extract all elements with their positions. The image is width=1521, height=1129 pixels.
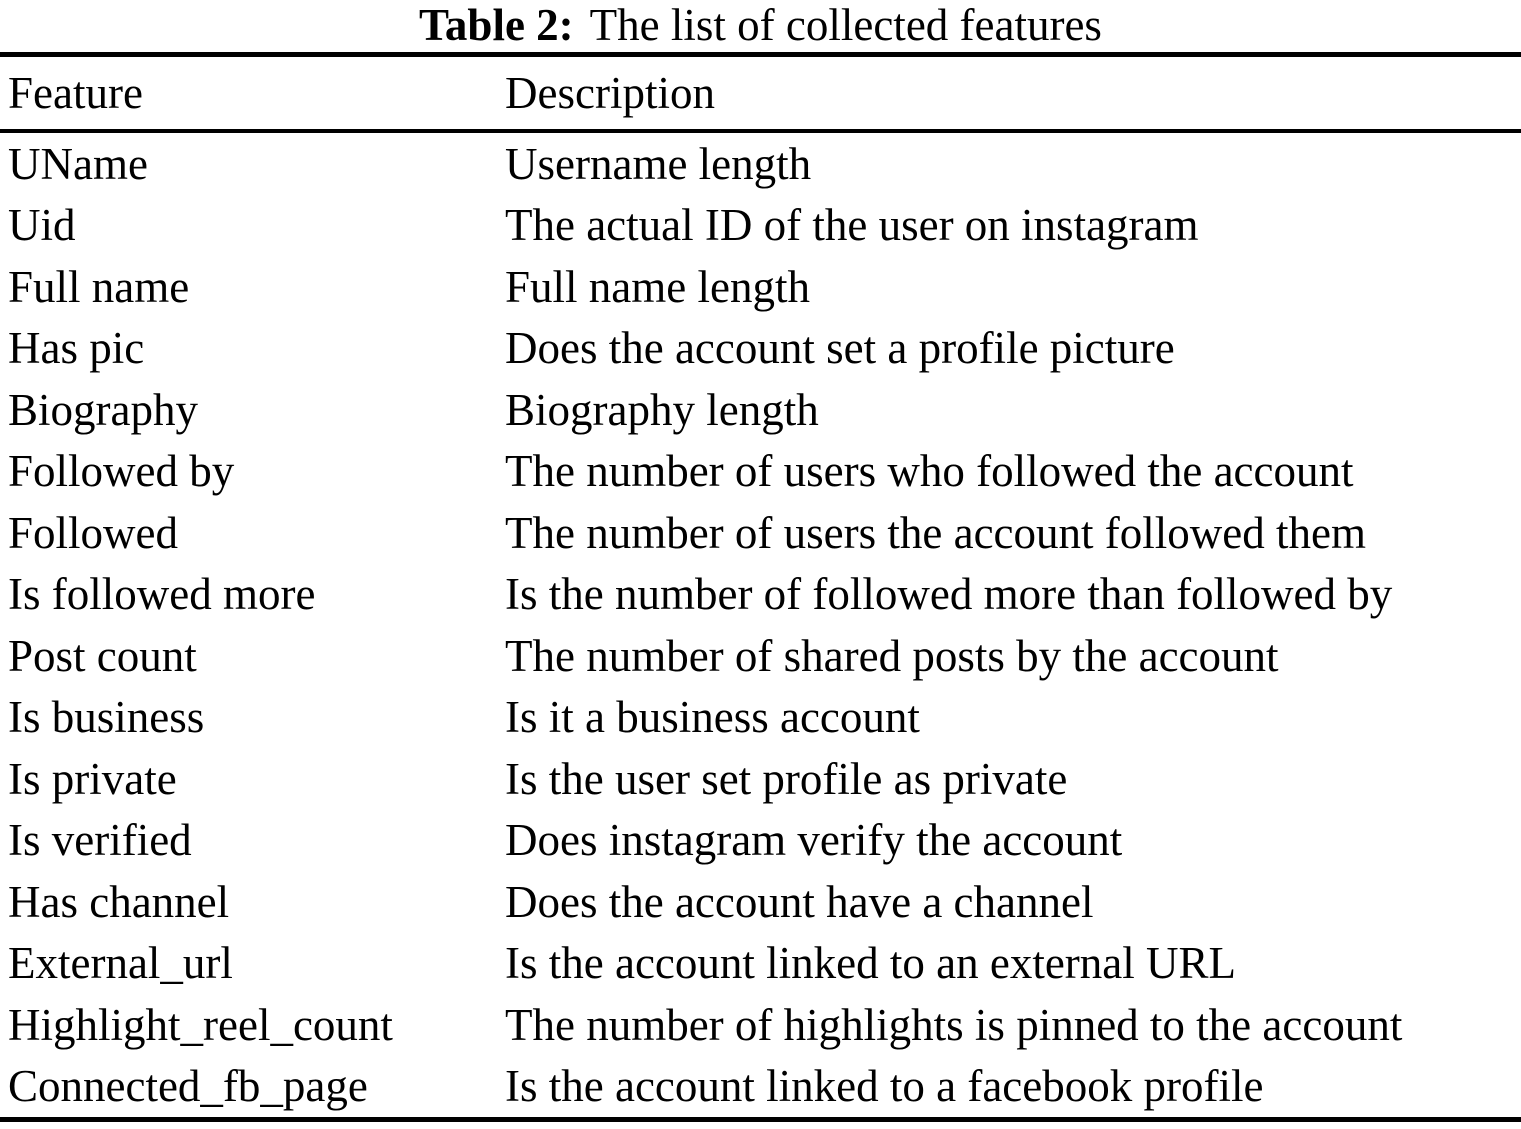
description-cell: The number of users the account followed them <box>505 507 1366 558</box>
table-caption-title: The list of collected features <box>589 0 1102 50</box>
feature-cell: Is verified <box>8 815 192 866</box>
description-cell: Is the account linked to a facebook profile <box>505 1061 1264 1112</box>
table-body <box>0 133 1521 1117</box>
description-cell: Full name length <box>505 261 810 312</box>
table-caption-label: Table 2: <box>419 0 574 50</box>
description-cell: Does the account set a profile picture <box>505 323 1175 374</box>
description-cell: The number of shared posts by the account <box>505 630 1279 681</box>
table-row <box>0 625 1521 687</box>
description-cell: Biography length <box>505 384 819 435</box>
table-row <box>0 933 1521 995</box>
feature-cell: UName <box>8 138 148 189</box>
description-cell: Is the number of followed more than followed by <box>505 569 1393 620</box>
description-cell: Is it a business account <box>505 692 920 743</box>
feature-cell: External_url <box>8 938 233 989</box>
feature-cell: Is business <box>8 692 205 743</box>
feature-cell: Highlight_reel_count <box>8 999 393 1050</box>
description-cell: The actual ID of the user on instagram <box>505 200 1199 251</box>
feature-cell: Has pic <box>8 323 145 374</box>
table-row <box>0 318 1521 380</box>
feature-cell: Uid <box>8 200 76 251</box>
table-row <box>0 871 1521 933</box>
table-row <box>0 256 1521 318</box>
table-row <box>0 441 1521 503</box>
feature-cell: Followed by <box>8 446 235 497</box>
table-row <box>0 810 1521 872</box>
column-header-description: Description <box>505 68 715 118</box>
feature-cell: Is followed more <box>8 569 316 620</box>
description-cell: Does the account have a channel <box>505 876 1094 927</box>
feature-cell: Is private <box>8 753 177 804</box>
description-cell: Is the account linked to an external URL <box>505 938 1237 989</box>
bottom-rule <box>0 1117 1521 1122</box>
table-row <box>0 1056 1521 1118</box>
table-caption <box>0 0 1521 52</box>
table-row <box>0 379 1521 441</box>
description-cell: Username length <box>505 138 812 189</box>
feature-cell: Connected_fb_page <box>8 1061 368 1112</box>
feature-cell: Followed <box>8 507 179 558</box>
description-cell: The number of highlights is pinned to the account <box>505 999 1403 1050</box>
table-row <box>0 502 1521 564</box>
table-row <box>0 994 1521 1056</box>
table-row <box>0 564 1521 626</box>
description-cell: Is the user set profile as private <box>505 753 1068 804</box>
feature-cell: Has channel <box>8 876 230 927</box>
feature-cell: Biography <box>8 384 198 435</box>
table-row <box>0 133 1521 195</box>
column-header-feature: Feature <box>8 68 143 118</box>
table-row <box>0 195 1521 257</box>
feature-cell: Post count <box>8 630 197 681</box>
table-row <box>0 687 1521 749</box>
description-cell: The number of users who followed the account <box>505 446 1354 497</box>
table-row <box>0 748 1521 810</box>
description-cell: Does instagram verify the account <box>505 815 1123 866</box>
table-header-row <box>0 57 1521 129</box>
feature-cell: Full name <box>8 261 190 312</box>
